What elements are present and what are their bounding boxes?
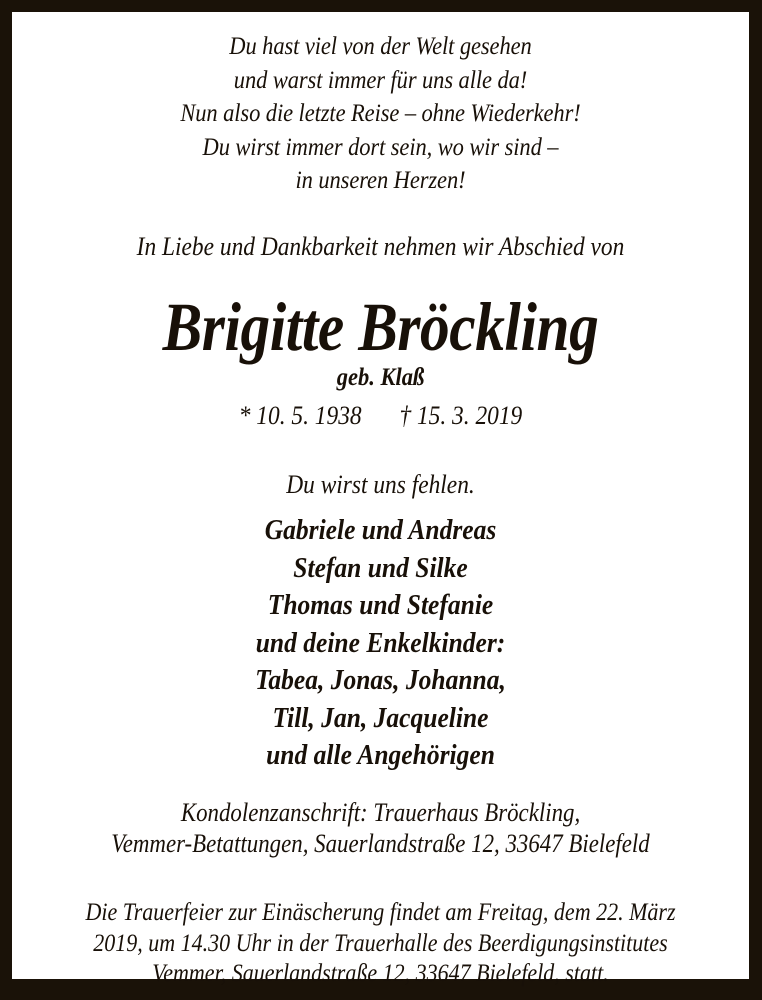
life-dates	[49, 401, 712, 431]
maiden-name: geb. Klaß	[336, 364, 425, 391]
farewell-intro-text: In Liebe und Dankbarkeit nehmen wir Abschied von	[136, 232, 625, 261]
verse-line-2: und warst immer für uns alle da!	[233, 66, 528, 94]
birth-date: * 10. 5. 1938	[238, 401, 362, 430]
mourner-line: und deine Enkelkinder:	[255, 626, 506, 659]
condolence-address	[12, 797, 749, 859]
funeral-service-details	[12, 898, 749, 990]
deceased-name: Brigitte Bröckling	[162, 289, 599, 365]
verse-line-1: Du hast viel von der Welt gesehen	[229, 33, 532, 60]
verse-line-4: Du wirst immer dort sein, wo wir sind –	[202, 133, 559, 161]
service-line: Die Trauerfeier zur Einäscherung findet am Freitag, dem 22. März	[85, 899, 676, 926]
farewell-line: Du wirst uns fehlen.	[286, 470, 475, 499]
service-line: Vemmer, Sauerlandstraße 12, 33647 Bielefeld, statt.	[152, 960, 609, 987]
mourner-line: Thomas und Stefanie	[267, 589, 494, 621]
mourners-list	[12, 512, 749, 775]
condolence-line: Vemmer-Betattungen, Sauerlandstraße 12, 33647 Bielefeld	[111, 829, 650, 858]
mourner-line: Till, Jan, Jacqueline	[272, 701, 489, 734]
obituary-card	[12, 12, 749, 987]
mourner-line: Gabriele und Andreas	[264, 514, 497, 546]
memorial-verse	[12, 30, 749, 198]
deceased-name-block	[12, 289, 749, 393]
verse-line-3: Nun also die letzte Reise – ohne Wiederkehr!	[180, 100, 581, 127]
mourner-line: und alle Angehörigen	[266, 739, 495, 771]
mourner-line: Stefan und Silke	[293, 551, 468, 584]
verse-line-5: in unseren Herzen!	[295, 167, 466, 194]
death-date: † 15. 3. 2019	[399, 401, 523, 430]
mourner-line: Tabea, Jonas, Johanna,	[255, 664, 506, 696]
service-line: 2019, um 14.30 Uhr in der Trauerhalle des Beerdigungsinstitutes	[93, 929, 668, 957]
condolence-line: Kondolenzanschrift: Trauerhaus Bröckling,	[180, 798, 581, 827]
